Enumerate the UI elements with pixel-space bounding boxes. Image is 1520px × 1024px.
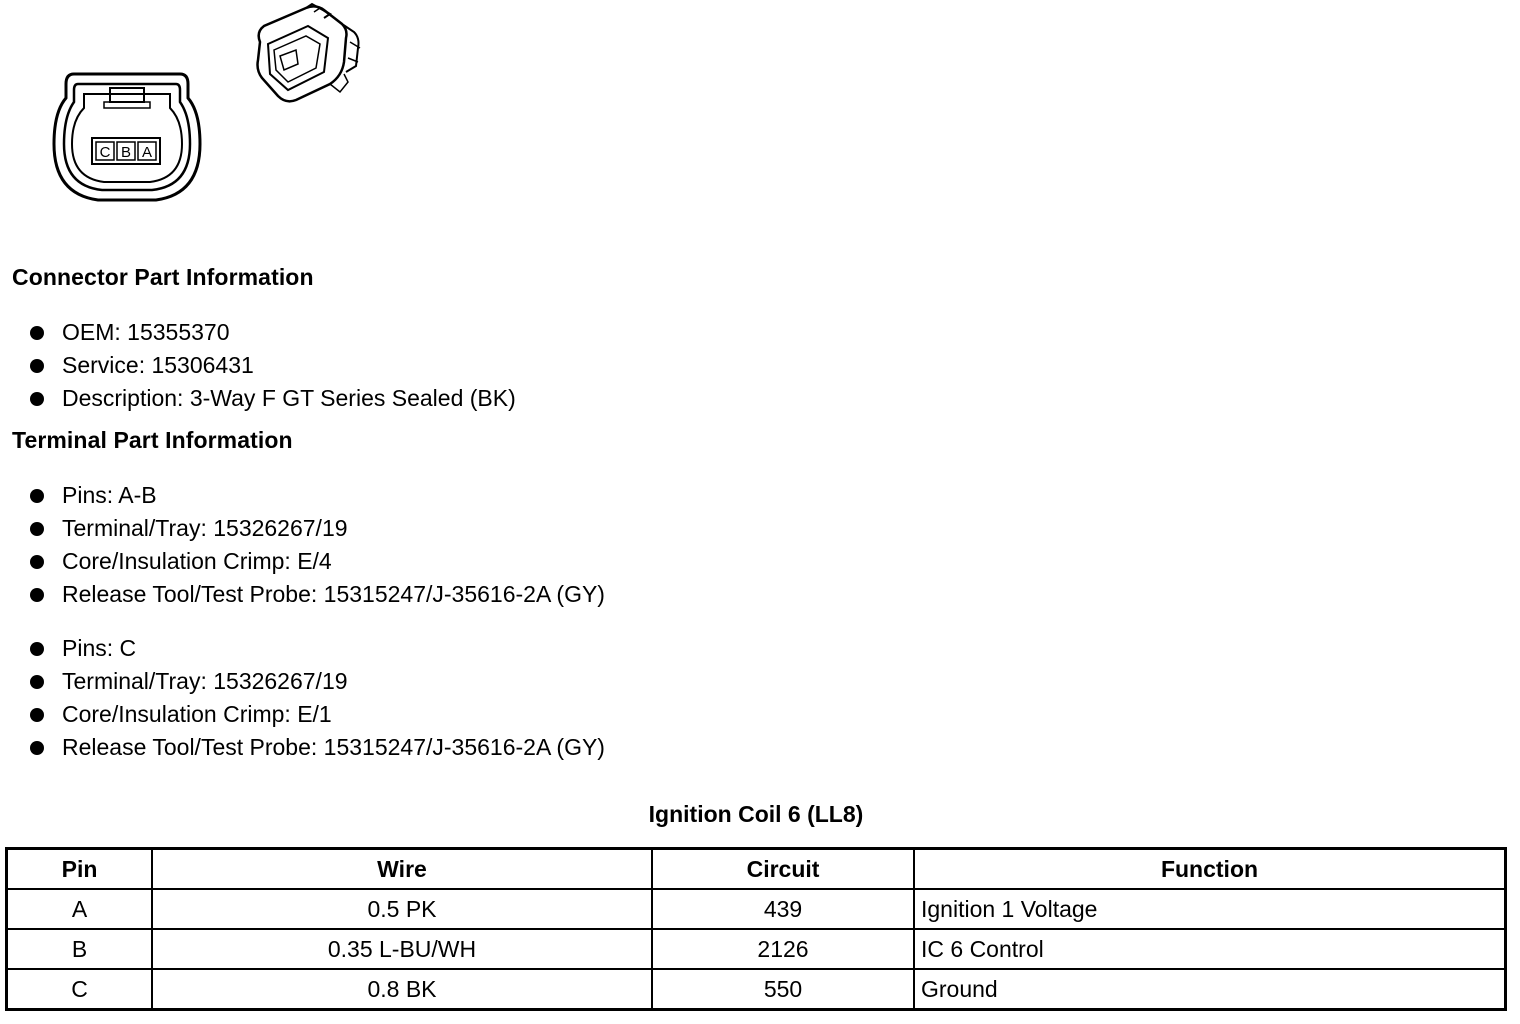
cavity-label-c: C [99, 144, 111, 161]
bullet-icon [30, 489, 44, 503]
bullet-icon [30, 326, 44, 340]
circuit-cell: 2126 [652, 929, 914, 969]
list-item [28, 545, 605, 578]
circuit-cell: 439 [652, 889, 914, 929]
table-row [7, 889, 1506, 929]
cavity-label-b: B [120, 144, 132, 161]
bullet-icon [30, 741, 44, 755]
pin-table [5, 847, 1507, 1011]
wire-cell: 0.8 BK [152, 969, 652, 1010]
table-row [7, 929, 1506, 969]
connector-isometric-drawing [250, 2, 366, 104]
pin-table-title: Ignition Coil 6 (LL8) [648, 801, 864, 827]
terminal-info-heading: Terminal Part Information [12, 427, 293, 453]
function-cell: Ground [914, 969, 1506, 1010]
table-row [7, 969, 1506, 1010]
pin-cell: C [7, 969, 153, 1010]
list-item [28, 349, 516, 382]
terminal-tray: Terminal/Tray: 15326267/19 [62, 515, 348, 541]
terminal-pins: Pins: A-B [62, 482, 157, 508]
column-header-wire: Wire [152, 849, 652, 890]
wire-cell: 0.5 PK [152, 889, 652, 929]
bullet-icon [30, 642, 44, 656]
terminal-group-c-list [28, 632, 605, 764]
circuit-cell: 550 [652, 969, 914, 1010]
list-item [28, 578, 605, 611]
bullet-icon [30, 555, 44, 569]
table-header-row [7, 849, 1506, 890]
bullet-icon [30, 708, 44, 722]
terminal-release-tool: Release Tool/Test Probe: 15315247/J-35616-2A (GY) [62, 581, 605, 607]
function-cell: Ignition 1 Voltage [914, 889, 1506, 929]
connector-description: Description: 3-Way F GT Series Sealed (BK) [62, 385, 516, 411]
list-item [28, 665, 605, 698]
list-item [28, 632, 605, 665]
list-item [28, 698, 605, 731]
terminal-crimp: Core/Insulation Crimp: E/4 [62, 548, 332, 574]
connector-service: Service: 15306431 [62, 352, 254, 378]
terminal-tray: Terminal/Tray: 15326267/19 [62, 668, 348, 694]
connector-info-list [28, 316, 516, 415]
terminal-group-ab-list [28, 479, 605, 611]
bullet-icon [30, 392, 44, 406]
bullet-icon [30, 675, 44, 689]
function-cell: IC 6 Control [914, 929, 1506, 969]
bullet-icon [30, 522, 44, 536]
list-item [28, 382, 516, 415]
list-item [28, 731, 605, 764]
connector-oem: OEM: 15355370 [62, 319, 230, 345]
list-item [28, 316, 516, 349]
pin-cell: A [7, 889, 153, 929]
bullet-icon [30, 359, 44, 373]
column-header-function: Function [914, 849, 1506, 890]
list-item [28, 512, 605, 545]
terminal-release-tool: Release Tool/Test Probe: 15315247/J-35616-2A (GY) [62, 734, 605, 760]
column-header-pin: Pin [7, 849, 153, 890]
list-item [28, 479, 605, 512]
terminal-pins: Pins: C [62, 635, 137, 661]
pin-cell: B [7, 929, 153, 969]
connector-front-view-drawing [52, 72, 202, 204]
connector-info-heading: Connector Part Information [12, 264, 314, 290]
wire-cell: 0.35 L-BU/WH [152, 929, 652, 969]
terminal-crimp: Core/Insulation Crimp: E/1 [62, 701, 332, 727]
bullet-icon [30, 588, 44, 602]
cavity-label-a: A [141, 144, 153, 161]
column-header-circuit: Circuit [652, 849, 914, 890]
